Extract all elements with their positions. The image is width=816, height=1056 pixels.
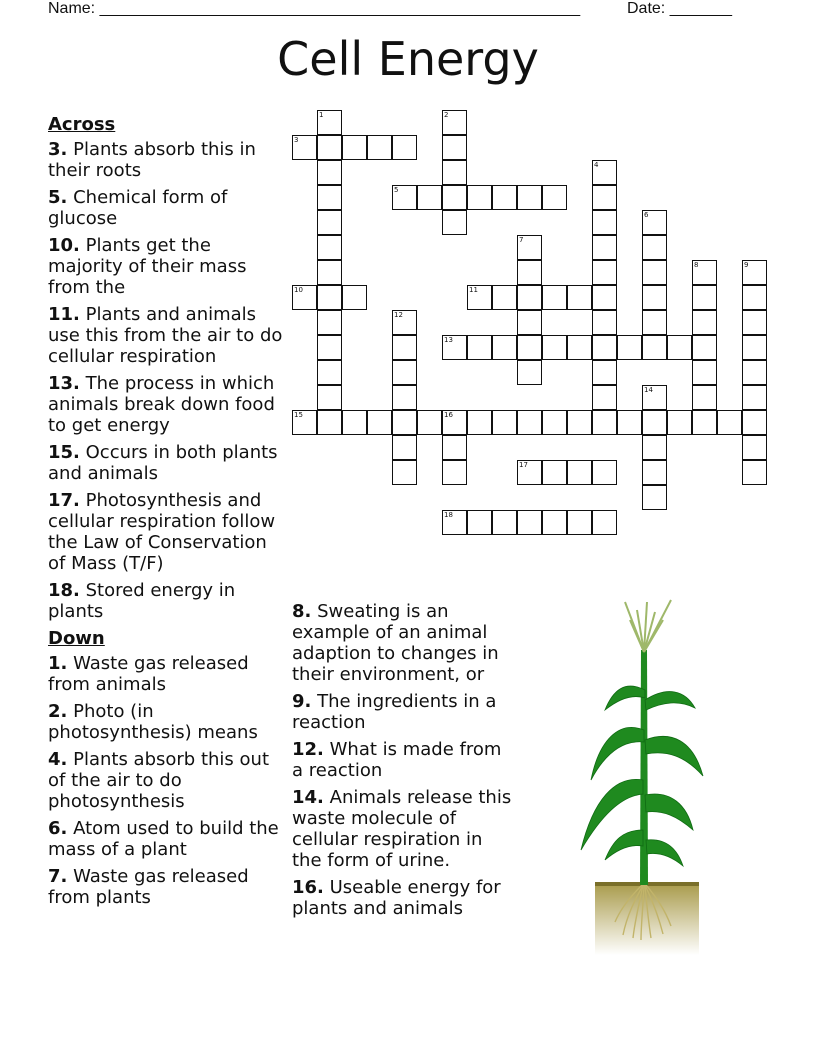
clue-text: Photo (in photosynthesis) means (48, 701, 258, 743)
clue-item (292, 601, 517, 685)
name-field (48, 0, 580, 18)
clue-item (48, 187, 284, 229)
grid-cell[interactable] (467, 510, 492, 535)
grid-cell[interactable] (742, 335, 767, 360)
clue-text: Useable energy for plants and animals (292, 877, 501, 919)
grid-cell[interactable] (592, 285, 617, 310)
grid-cell[interactable] (317, 385, 342, 410)
clue-number: 10. (48, 235, 80, 256)
grid-cell[interactable] (417, 185, 442, 210)
grid-number: 16 (444, 411, 453, 419)
grid-cell[interactable] (642, 435, 667, 460)
clue-number: 14. (292, 787, 324, 808)
clues-column-left (48, 114, 284, 914)
clue-number: 7. (48, 866, 68, 887)
grid-cell[interactable] (517, 260, 542, 285)
clue-text: What is made from a reaction (292, 739, 502, 781)
grid-cell[interactable] (467, 185, 492, 210)
grid-cell[interactable] (592, 510, 617, 535)
grid-cell[interactable] (617, 335, 642, 360)
clue-number: 18. (48, 580, 80, 601)
grid-cell[interactable] (392, 360, 417, 385)
grid-cell[interactable] (517, 335, 542, 360)
grid-number: 14 (644, 386, 653, 394)
grid-number: 6 (644, 211, 649, 219)
page-title: Cell Energy (277, 32, 539, 86)
grid-cell[interactable] (392, 460, 417, 485)
grid-cell[interactable] (567, 285, 592, 310)
grid-cell[interactable] (317, 160, 342, 185)
grid-cell[interactable] (317, 260, 342, 285)
grid-cell[interactable] (517, 510, 542, 535)
grid-cell[interactable] (567, 460, 592, 485)
clue-item (48, 139, 284, 181)
grid-number: 12 (394, 311, 403, 319)
grid-cell[interactable] (342, 285, 367, 310)
clue-text: Plants absorb this out of the air to do photosynthesis (48, 749, 269, 812)
name-label: Name: (48, 0, 96, 17)
grid-cell[interactable] (392, 385, 417, 410)
clue-item (292, 739, 517, 781)
grid-cell[interactable] (592, 360, 617, 385)
clue-text: Chemical form of glucose (48, 187, 228, 229)
grid-cell[interactable] (717, 410, 742, 435)
clues-column-right (292, 601, 517, 925)
grid-cell[interactable] (467, 410, 492, 435)
grid-cell[interactable] (667, 410, 692, 435)
clue-item (48, 490, 284, 574)
grid-cell[interactable] (317, 410, 342, 435)
grid-cell[interactable] (567, 410, 592, 435)
clue-text: Photosynthesis and cellular respiration follow the Law of Conservation of Mass (T/F) (48, 490, 276, 574)
grid-cell[interactable] (642, 335, 667, 360)
grid-cell[interactable] (642, 235, 667, 260)
clue-number: 9. (292, 691, 312, 712)
grid-cell[interactable] (567, 510, 592, 535)
clue-number: 17. (48, 490, 80, 511)
grid-cell[interactable] (517, 185, 542, 210)
grid-number: 4 (594, 161, 599, 169)
clue-text: Occurs in both plants and animals (48, 442, 278, 484)
grid-cell[interactable] (692, 385, 717, 410)
grid-cell[interactable] (342, 410, 367, 435)
grid-cell[interactable] (692, 335, 717, 360)
grid-cell[interactable] (642, 285, 667, 310)
grid-cell[interactable] (642, 310, 667, 335)
grid-number: 8 (694, 261, 699, 269)
clue-text: Atom used to build the mass of a plant (48, 818, 279, 860)
clue-text: Sweating is an example of an animal adaption to changes in their environment, or (292, 601, 499, 685)
grid-number: 10 (294, 286, 303, 294)
tassel (625, 600, 671, 652)
grid-cell[interactable] (517, 310, 542, 335)
grid-cell[interactable] (492, 185, 517, 210)
clue-text: The process in which animals break down food to get energy (48, 373, 275, 436)
grid-number: 3 (294, 136, 299, 144)
clue-item (48, 653, 284, 695)
grid-cell[interactable] (517, 285, 542, 310)
clue-item (48, 373, 284, 436)
clue-number: 1. (48, 653, 68, 674)
grid-cell[interactable] (442, 160, 467, 185)
clue-number: 4. (48, 749, 68, 770)
clue-number: 5. (48, 187, 68, 208)
grid-number: 17 (519, 461, 528, 469)
grid-cell[interactable] (742, 435, 767, 460)
grid-cell[interactable] (392, 435, 417, 460)
clue-number: 11. (48, 304, 80, 325)
clue-text: Animals release this waste molecule of cellular respiration in the form of urine. (292, 787, 512, 871)
grid-cell[interactable] (592, 310, 617, 335)
grid-cell[interactable] (492, 335, 517, 360)
grid-number: 2 (444, 111, 449, 119)
grid-cell[interactable] (592, 410, 617, 435)
grid-cell[interactable] (317, 360, 342, 385)
grid-cell[interactable] (542, 185, 567, 210)
clue-item (48, 818, 284, 860)
date-label: Date: (627, 0, 666, 17)
clue-item (48, 235, 284, 298)
across-clue-list (48, 139, 284, 622)
grid-cell[interactable] (542, 510, 567, 535)
clue-text: Plants and animals use this from the air to do cellular respiration (48, 304, 283, 367)
grid-cell[interactable] (542, 335, 567, 360)
grid-cell[interactable] (317, 135, 342, 160)
grid-cell[interactable] (417, 410, 442, 435)
clue-item (48, 580, 284, 622)
down-heading: Down (48, 628, 105, 649)
grid-number: 7 (519, 236, 524, 244)
clue-number: 15. (48, 442, 80, 463)
grid-cell[interactable] (317, 285, 342, 310)
grid-cell[interactable] (617, 410, 642, 435)
grid-cell[interactable] (592, 210, 617, 235)
grid-number: 18 (444, 511, 453, 519)
clue-number: 13. (48, 373, 80, 394)
grid-cell[interactable] (542, 285, 567, 310)
grid-cell[interactable] (442, 210, 467, 235)
grid-number: 15 (294, 411, 303, 419)
clue-number: 12. (292, 739, 324, 760)
grid-cell[interactable] (317, 185, 342, 210)
clue-item (48, 304, 284, 367)
grid-cell[interactable] (692, 360, 717, 385)
grid-cell[interactable] (542, 410, 567, 435)
grid-cell[interactable] (742, 285, 767, 310)
grid-cell[interactable] (467, 335, 492, 360)
grid-number: 5 (394, 186, 399, 194)
plant-illustration (575, 590, 705, 960)
grid-cell[interactable] (392, 335, 417, 360)
grid-cell[interactable] (742, 310, 767, 335)
down-clue-list (48, 653, 284, 908)
clue-number: 2. (48, 701, 68, 722)
clue-text: The ingredients in a reaction (292, 691, 497, 733)
clue-text: Plants get the majority of their mass from the (48, 235, 247, 298)
clue-item (48, 701, 284, 743)
clue-item (48, 442, 284, 484)
grid-cell[interactable] (642, 260, 667, 285)
grid-cell[interactable] (592, 335, 617, 360)
name-line: ______________________________________________________ (99, 0, 581, 17)
grid-number: 1 (319, 111, 324, 119)
clue-text: Stored energy in plants (48, 580, 236, 622)
grid-cell[interactable] (317, 335, 342, 360)
clue-number: 6. (48, 818, 68, 839)
grid-cell[interactable] (567, 335, 592, 360)
clue-number: 8. (292, 601, 312, 622)
grid-cell[interactable] (367, 410, 392, 435)
grid-number: 9 (744, 261, 749, 269)
clue-item (292, 877, 517, 919)
date-field (627, 0, 732, 18)
grid-number: 11 (469, 286, 478, 294)
clue-number: 16. (292, 877, 324, 898)
date-line: _______ (669, 0, 732, 17)
grid-cell[interactable] (492, 410, 517, 435)
clue-text: Plants absorb this in their roots (48, 139, 256, 181)
grid-cell[interactable] (392, 135, 417, 160)
grid-cell[interactable] (642, 485, 667, 510)
grid-cell[interactable] (592, 460, 617, 485)
grid-cell[interactable] (667, 335, 692, 360)
grid-cell[interactable] (442, 460, 467, 485)
grid-cell[interactable] (317, 310, 342, 335)
grid-cell[interactable] (442, 135, 467, 160)
grid-cell[interactable] (317, 210, 342, 235)
grid-cell[interactable] (317, 235, 342, 260)
grid-cell[interactable] (442, 435, 467, 460)
grid-cell[interactable] (492, 510, 517, 535)
grid-cell[interactable] (517, 410, 542, 435)
grid-cell[interactable] (642, 410, 667, 435)
grid-cell[interactable] (742, 385, 767, 410)
clue-item (48, 749, 284, 812)
grid-cell[interactable] (342, 135, 367, 160)
grid-cell[interactable] (742, 410, 767, 435)
grid-cell[interactable] (517, 360, 542, 385)
grid-cell[interactable] (442, 185, 467, 210)
grid-cell[interactable] (592, 185, 617, 210)
grid-cell[interactable] (392, 410, 417, 435)
grid-cell[interactable] (492, 285, 517, 310)
grid-cell[interactable] (592, 385, 617, 410)
soil (595, 883, 699, 955)
grid-cell[interactable] (692, 285, 717, 310)
clue-number: 3. (48, 139, 68, 160)
across-heading: Across (48, 114, 116, 135)
clue-item (292, 691, 517, 733)
down-clue-list-continued (292, 601, 517, 919)
grid-cell[interactable] (367, 135, 392, 160)
grid-cell[interactable] (542, 460, 567, 485)
grid-number: 13 (444, 336, 453, 344)
clue-text: Waste gas released from plants (48, 866, 249, 908)
clue-item (292, 787, 517, 871)
clue-text: Waste gas released from animals (48, 653, 249, 695)
clue-item (48, 866, 284, 908)
grid-cell[interactable] (692, 310, 717, 335)
grid-cell[interactable] (592, 260, 617, 285)
grid-cell[interactable] (742, 460, 767, 485)
grid-cell[interactable] (592, 235, 617, 260)
grid-cell[interactable] (692, 410, 717, 435)
grid-cell[interactable] (742, 360, 767, 385)
grid-cell[interactable] (642, 460, 667, 485)
